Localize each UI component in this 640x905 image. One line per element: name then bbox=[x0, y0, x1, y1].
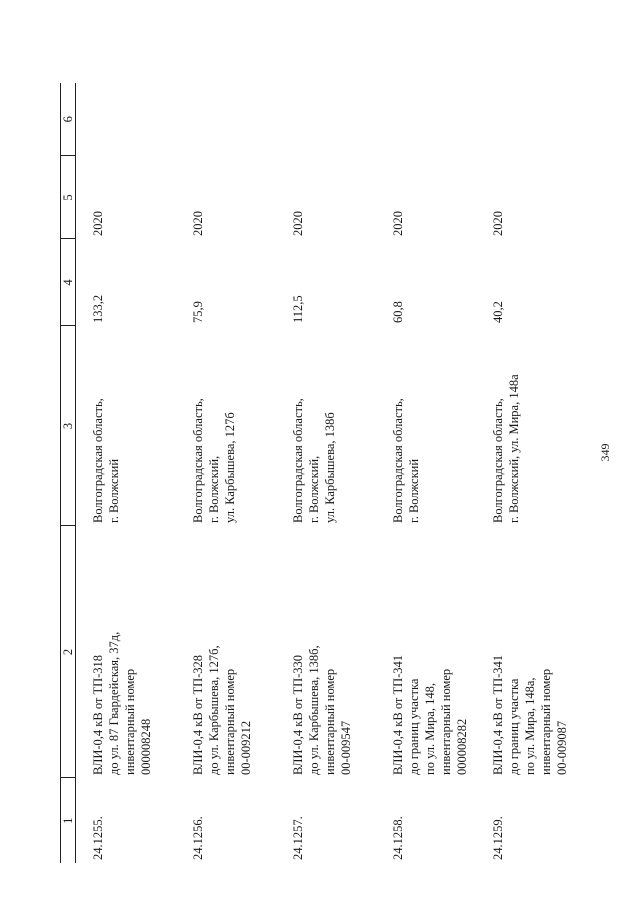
object-address: Волгоградская область, г. Волжский bbox=[91, 398, 121, 523]
inventory-table bbox=[60, 83, 578, 863]
object-note bbox=[178, 83, 278, 156]
table-row bbox=[278, 83, 378, 863]
object-name: ВЛИ-0,4 кВ от ТП-341 до границ участка по ул. Мира, 148а, инвентарный номер 00-009087 bbox=[491, 654, 569, 775]
page-number: 349 bbox=[598, 443, 612, 462]
object-name: ВЛИ-0,4 кВ от ТП-341 до границ участка по ул. Мира, 148, инвентарный номер 000008282 bbox=[391, 654, 469, 775]
object-address: Волгоградская область, г. Волжский bbox=[391, 398, 421, 523]
object-name: ВЛИ-0,4 кВ от ТП-328 до ул. Карбышева, 127б, инвентарный номер 00-009212 bbox=[191, 645, 253, 775]
header-col-4: 4 bbox=[61, 239, 76, 326]
object-length: 60,8 bbox=[391, 301, 405, 323]
table-header-row bbox=[61, 83, 76, 863]
table-row bbox=[478, 83, 578, 863]
object-name: ВЛИ-0,4 кВ от ТП-318 до ул. 87 Гвардейская, 37д, инвентарный номер 000008248 bbox=[91, 631, 153, 775]
header-col-6: 6 bbox=[61, 83, 76, 156]
row-number: 24.1259. bbox=[491, 816, 505, 860]
object-length: 112,5 bbox=[291, 295, 305, 323]
object-year: 2020 bbox=[91, 211, 105, 236]
row-number: 24.1258. bbox=[391, 816, 405, 860]
header-col-3: 3 bbox=[61, 326, 76, 526]
row-number: 24.1255. bbox=[91, 816, 105, 860]
table-row bbox=[378, 83, 478, 863]
object-address: Волгоградская область, г. Волжский, ул. Карбышева, 138б bbox=[291, 398, 337, 523]
object-note bbox=[76, 83, 179, 156]
header-col-2: 2 bbox=[61, 526, 76, 778]
object-length: 40,2 bbox=[491, 301, 505, 323]
object-address: Волгоградская область, г. Волжский, ул. Мира, 148а bbox=[491, 374, 521, 523]
object-year: 2020 bbox=[491, 211, 505, 236]
object-address: Волгоградская область, г. Волжский, ул. Карбышева, 127б bbox=[191, 398, 237, 523]
object-name: ВЛИ-0,4 кВ от ТП-330 до ул. Карбышева, 138б, инвентарный номер 00-009547 bbox=[291, 645, 353, 775]
row-number: 24.1256. bbox=[191, 816, 205, 860]
object-year: 2020 bbox=[191, 211, 205, 236]
object-note bbox=[378, 83, 478, 156]
object-year: 2020 bbox=[291, 211, 305, 236]
row-number: 24.1257. bbox=[291, 816, 305, 860]
object-note bbox=[278, 83, 378, 156]
object-length: 133,2 bbox=[91, 294, 105, 323]
header-col-5: 5 bbox=[61, 156, 76, 239]
table-row bbox=[178, 83, 278, 863]
object-note bbox=[478, 83, 578, 156]
object-length: 75,9 bbox=[191, 301, 205, 323]
object-year: 2020 bbox=[391, 211, 405, 236]
table-row bbox=[76, 83, 179, 863]
header-col-1: 1 bbox=[61, 778, 76, 863]
